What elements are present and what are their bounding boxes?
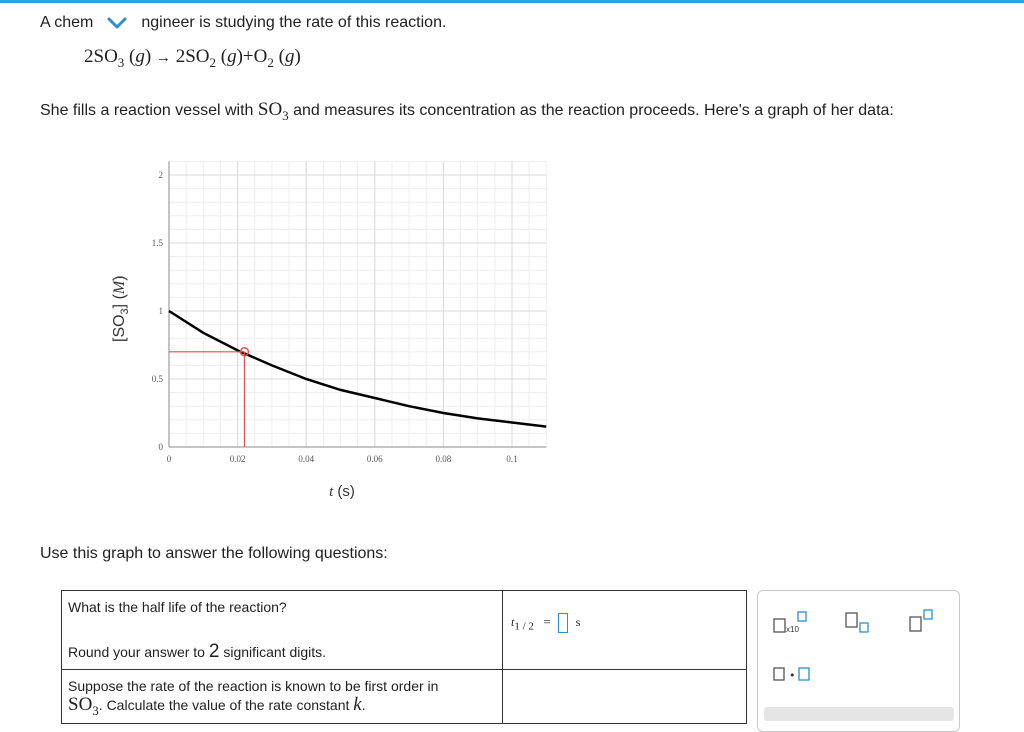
x10-icon xyxy=(772,611,812,635)
eq-phase-1: g xyxy=(135,46,145,67)
answer-2-cell xyxy=(503,670,747,724)
question-2-text: Suppose the rate of the reaction is known to be first order in xyxy=(68,678,496,694)
subscript-button[interactable] xyxy=(844,611,876,640)
dot-label: • xyxy=(789,669,796,682)
top-accent-bar xyxy=(0,0,1024,3)
superscript-button[interactable] xyxy=(908,609,940,640)
grid-layer xyxy=(169,161,546,447)
marker-layer xyxy=(169,348,248,447)
y-tick-label: 0.5 xyxy=(152,374,164,384)
chevron-down-icon xyxy=(95,12,139,34)
eq-product1-sub: 2 xyxy=(210,55,217,70)
table-row xyxy=(62,670,747,724)
eq-product2-sub: 2 xyxy=(267,55,274,70)
superscript-icon xyxy=(908,609,940,635)
x10-label: x10 xyxy=(786,625,799,634)
sentence-after: and measures its concentration as the reaction proceeds. Here's a graph of her data: xyxy=(289,102,894,119)
collapse-chevron-button[interactable] xyxy=(95,12,139,34)
x-tick-label: 0.04 xyxy=(298,454,314,464)
data-description xyxy=(40,99,894,124)
y-tick-label: 1.5 xyxy=(152,238,164,248)
t-label: t xyxy=(511,615,514,629)
t-sub: 1 / 2 xyxy=(514,621,534,633)
table-row xyxy=(62,591,747,670)
scientific-notation-button[interactable] xyxy=(772,611,812,640)
intro-text xyxy=(40,12,446,34)
x-tick-label: 0.02 xyxy=(230,454,246,464)
unit-label: s xyxy=(576,615,581,629)
instruction-text: Use this graph to answer the following questions: xyxy=(40,545,388,563)
eq-product2: O xyxy=(254,46,268,67)
q2-species: SO xyxy=(68,694,92,715)
reaction-equation: $2SO_3$ $(g) \to 2SO_2$ $(g)+O_2$ (g) xyxy=(84,46,301,71)
q2-species-sub: 3 xyxy=(92,703,99,718)
q2-after: . Calculate the value of the rate constant xyxy=(99,697,354,713)
sentence-before: She fills a reaction vessel with xyxy=(40,102,258,119)
x-tick-label: 0.08 xyxy=(436,454,452,464)
half-life-input[interactable] xyxy=(558,613,568,633)
round-after: significant digits. xyxy=(219,644,326,660)
eq-phase-2: g xyxy=(227,46,237,67)
question-2-cell xyxy=(62,670,503,724)
x-tick-label: 0.06 xyxy=(367,454,383,464)
round-before: Round your answer to xyxy=(68,644,209,660)
eq-phase-3: g xyxy=(285,46,295,67)
eq-reactant-sub: 3 xyxy=(118,55,125,70)
half-life-answer xyxy=(511,613,580,633)
equals-sign: = xyxy=(543,614,550,629)
round-digits: 2 xyxy=(209,641,220,662)
x-tick-label: 0.1 xyxy=(506,454,517,464)
intro-text-after: ngineer is studying the rate of this reaction. xyxy=(141,14,446,31)
eq-plus: + xyxy=(243,46,254,67)
sentence-species: SO xyxy=(258,99,282,120)
palette-footer-bar xyxy=(764,707,954,721)
q2-k: k xyxy=(353,694,361,715)
question-1-text: What is the half life of the reaction? xyxy=(68,599,287,615)
multiply-dot-icon xyxy=(772,665,812,685)
y-tick-label: 2 xyxy=(159,170,164,180)
x-axis-label: t (s) xyxy=(329,483,355,500)
math-palette xyxy=(757,590,960,732)
q2-end: . xyxy=(362,697,366,713)
eq-reactant: 2SO xyxy=(84,46,118,67)
x-tick-label: 0 xyxy=(167,454,172,464)
subscript-icon xyxy=(844,611,876,635)
concentration-chart xyxy=(90,135,560,515)
half-life-symbol xyxy=(511,615,534,629)
intro-text-before: A chem xyxy=(40,14,93,31)
sentence-species-sub: 3 xyxy=(282,108,289,123)
svg-text:[SO3] (M): $[SO_3]$ (M) xyxy=(111,275,131,342)
question-2-line2 xyxy=(68,694,496,719)
y-tick-label: 0 xyxy=(159,442,164,452)
question-table xyxy=(61,590,747,724)
question-1-cell xyxy=(62,591,503,670)
y-tick-label: 1 xyxy=(159,306,164,316)
rounding-instruction xyxy=(68,641,326,663)
multiply-dot-button[interactable] xyxy=(772,665,812,690)
eq-arrow: → xyxy=(156,50,171,66)
eq-product1: 2SO xyxy=(176,46,210,67)
answer-1-cell xyxy=(503,591,747,670)
